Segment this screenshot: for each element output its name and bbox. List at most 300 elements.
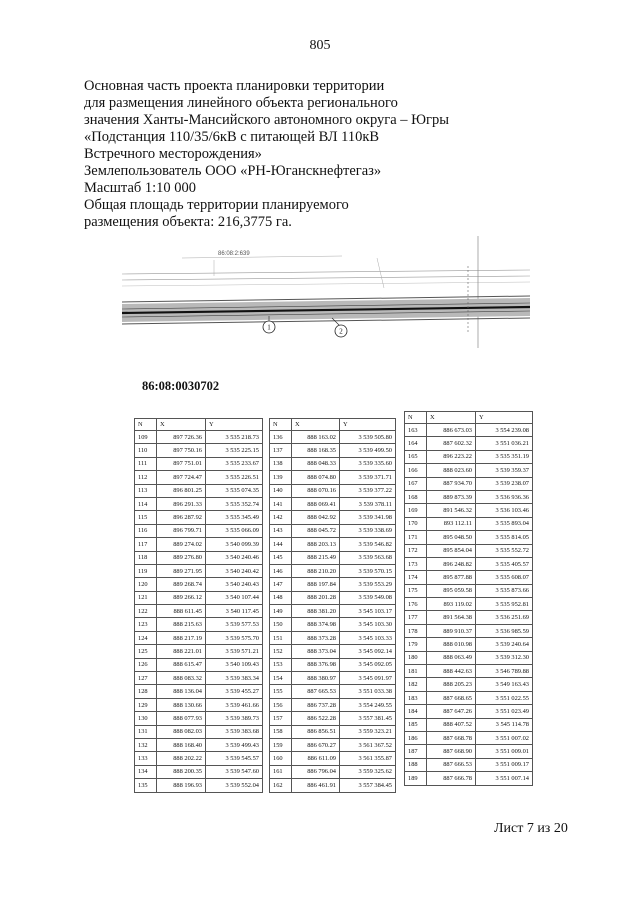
cell-n: 119 [135,564,157,577]
table-row [405,571,533,584]
cell-n: 115 [135,511,157,524]
table-row [135,578,263,591]
site-plan-map [122,236,530,348]
table-row [270,725,396,738]
cell-x: 888 373.28 [292,631,340,644]
cell-n: 159 [270,738,292,751]
table-row [405,557,533,570]
cell-n: 132 [135,738,157,751]
cell-n: 140 [270,484,292,497]
cell-x: 888 380.97 [292,672,340,685]
cell-n: 112 [135,471,157,484]
header-line: «Подстанция 110/35/6кВ с питающей ВЛ 110кВ [84,129,380,145]
table-row [405,772,533,785]
table-row [135,618,263,631]
header-line: Землепользователь ООО «РН-Юганскнефтегаз» [84,163,382,179]
table-row [270,457,396,470]
table-row [405,718,533,731]
cell-n: 173 [405,557,427,570]
cell-n: 168 [405,490,427,503]
header-x: X [157,419,206,431]
table-row [270,779,396,792]
cell-x: 888 215.63 [157,618,206,631]
cell-n: 143 [270,524,292,537]
table-row [405,638,533,651]
table-row [405,490,533,503]
cell-n: 157 [270,712,292,725]
cell-y: 3 539 570.15 [340,564,396,577]
table-row [270,484,396,497]
cell-y: 3 539 563.68 [340,551,396,564]
cell-n: 149 [270,605,292,618]
table-row [135,471,263,484]
cell-n: 178 [405,624,427,637]
cell-y: 3 539 341.98 [340,511,396,524]
boundary-line [122,270,530,274]
cell-x: 888 374.98 [292,618,340,631]
cell-n: 124 [135,631,157,644]
cell-y: 3 539 461.66 [206,698,263,711]
cell-y: 3 557 381.45 [340,712,396,725]
cell-x: 887 668.90 [427,745,476,758]
cell-n: 146 [270,564,292,577]
table-row [135,631,263,644]
cell-y: 3 551 007.14 [476,772,533,785]
cell-n: 141 [270,497,292,510]
cell-y: 3 535 345.49 [206,511,263,524]
header-line: Масштаб 1:10 000 [84,180,197,196]
table-row [405,611,533,624]
cell-y: 3 539 383.34 [206,672,263,685]
cell-x: 886 673.03 [427,424,476,437]
table-row [405,544,533,557]
table-row [135,605,263,618]
cell-x: 888 217.19 [157,631,206,644]
cell-n: 167 [405,477,427,490]
document-header [84,78,504,231]
cell-n: 126 [135,658,157,671]
table-row [270,564,396,577]
table-row [135,738,263,751]
cell-n: 117 [135,538,157,551]
cell-y: 3 546 789.88 [476,665,533,678]
cell-x: 889 266.12 [157,591,206,604]
cell-n: 179 [405,638,427,651]
table-row [405,477,533,490]
header-line: Основная часть проекта планировки территории [84,78,385,94]
cell-x: 888 210.20 [292,564,340,577]
cell-n: 184 [405,705,427,718]
cell-n: 128 [135,685,157,698]
cell-y: 3 536 103.46 [476,504,533,517]
cell-n: 144 [270,538,292,551]
cell-x: 897 724.47 [157,471,206,484]
table-row [405,705,533,718]
marker-1-label: 1 [267,323,271,332]
cell-n: 113 [135,484,157,497]
cell-y: 3 539 371.71 [340,471,396,484]
cell-x: 888 205.23 [427,678,476,691]
cell-x: 891 546.32 [427,504,476,517]
cell-x: 895 877.88 [427,571,476,584]
table-row [405,665,533,678]
cell-y: 3 539 312.30 [476,651,533,664]
cell-x: 888 083.32 [157,672,206,685]
cell-x: 889 276.80 [157,551,206,564]
coordinates-table-2 [269,418,396,793]
table-row [270,712,396,725]
header-line: Общая площадь территории планируемого [84,197,349,213]
cell-x: 886 522.28 [292,712,340,725]
table-row [135,672,263,685]
cell-x: 893 119.02 [427,598,476,611]
cell-y: 3 545 103.33 [340,631,396,644]
header-line: значения Ханты-Мансийского автономного округа – Югры [84,112,449,128]
cell-n: 131 [135,725,157,738]
header-line: размещения объекта: 216,3775 га. [84,214,292,230]
cell-y: 3 535 226.51 [206,471,263,484]
cell-y: 3 551 009.01 [476,745,533,758]
table-row [270,658,396,671]
cell-y: 3 539 577.53 [206,618,263,631]
table-row [405,450,533,463]
cell-n: 177 [405,611,427,624]
cell-y: 3 535 074.35 [206,484,263,497]
parcel-label: 86:08:2:639 [218,251,250,257]
coordinates-table-1 [134,418,263,793]
cell-n: 153 [270,658,292,671]
cell-x: 888 442.63 [427,665,476,678]
cell-y: 3 535 066.09 [206,524,263,537]
cell-x: 895 854.04 [427,544,476,557]
table-row [270,685,396,698]
cell-x: 888 376.98 [292,658,340,671]
cell-x: 888 168.40 [157,738,206,751]
cell-n: 114 [135,497,157,510]
boundary-line [122,282,530,286]
table-row [405,464,533,477]
table-row [405,504,533,517]
cell-x: 888 615.47 [157,658,206,671]
cell-x: 896 287.92 [157,511,206,524]
table-row [405,651,533,664]
cell-y: 3 557 384.45 [340,779,396,792]
table-row [135,725,263,738]
header-line: для размещения линейного объекта регионального [84,95,398,111]
cell-y: 3 539 335.60 [340,457,396,470]
cell-x: 888 070.16 [292,484,340,497]
cell-x: 897 726.36 [157,431,206,444]
cell-y: 3 539 553.29 [340,578,396,591]
table-row [405,731,533,744]
cell-y: 3 535 552.72 [476,544,533,557]
cell-y: 3 539 377.22 [340,484,396,497]
cell-n: 169 [405,504,427,517]
cell-y: 3 540 107.44 [206,591,263,604]
cell-y: 3 535 405.57 [476,557,533,570]
cell-y: 3 535 351.19 [476,450,533,463]
cell-x: 897 750.16 [157,444,206,457]
table-row [270,672,396,685]
cell-n: 116 [135,524,157,537]
cell-n: 130 [135,712,157,725]
table-row [135,645,263,658]
cell-x: 888 077.93 [157,712,206,725]
table-row [270,578,396,591]
cell-y: 3 539 383.68 [206,725,263,738]
cell-y: 3 540 240.43 [206,578,263,591]
cell-x: 888 163.02 [292,431,340,444]
cell-x: 887 666.53 [427,758,476,771]
cell-x: 888 202.22 [157,752,206,765]
cell-n: 120 [135,578,157,591]
cell-n: 187 [405,745,427,758]
cell-y: 3 539 552.04 [206,779,263,792]
cell-y: 3 539 505.80 [340,431,396,444]
cell-y: 3 545 103.30 [340,618,396,631]
cell-x: 886 796.04 [292,765,340,778]
marker-2-label: 2 [339,327,343,336]
cell-y: 3 551 009.17 [476,758,533,771]
cell-x: 888 063.49 [427,651,476,664]
cell-n: 172 [405,544,427,557]
table-row [270,538,396,551]
table-row [135,712,263,725]
cell-n: 189 [405,772,427,785]
cell-n: 171 [405,531,427,544]
cell-y: 3 539 499.50 [340,444,396,457]
cell-x: 886 856.51 [292,725,340,738]
cell-n: 150 [270,618,292,631]
cell-x: 888 201.28 [292,591,340,604]
table-row [135,538,263,551]
cell-n: 186 [405,731,427,744]
cell-n: 118 [135,551,157,564]
cell-y: 3 536 985.59 [476,624,533,637]
table-row [135,779,263,792]
cell-y: 3 535 233.67 [206,457,263,470]
table-row [270,431,396,444]
cell-n: 142 [270,511,292,524]
cell-x: 888 196.93 [157,779,206,792]
cell-x: 891 564.38 [427,611,476,624]
header-y: Y [340,419,396,431]
boundary-line [182,256,342,258]
table-row [270,765,396,778]
cell-y: 3 539 547.60 [206,765,263,778]
table-row [135,698,263,711]
table-row [135,431,263,444]
cell-n: 122 [135,605,157,618]
table-row [270,444,396,457]
cell-x: 886 737.28 [292,698,340,711]
table-row [135,564,263,577]
cell-x: 889 274.02 [157,538,206,551]
cell-y: 3 540 117.45 [206,605,263,618]
cell-n: 161 [270,765,292,778]
cell-y: 3 539 240.64 [476,638,533,651]
cell-y: 3 535 873.66 [476,584,533,597]
cell-y: 3 545 103.17 [340,605,396,618]
cell-y: 3 535 225.15 [206,444,263,457]
table-row [405,424,533,437]
table-row [405,517,533,530]
cell-n: 133 [135,752,157,765]
cell-n: 154 [270,672,292,685]
table-row [135,484,263,497]
cell-n: 121 [135,591,157,604]
table-row [135,497,263,510]
cell-n: 170 [405,517,427,530]
cell-x: 895 059.58 [427,584,476,597]
boundary-line [122,276,530,280]
header-y: Y [476,412,533,424]
cell-x: 887 665.53 [292,685,340,698]
cell-y: 3 561 367.52 [340,738,396,751]
cell-y: 3 539 455.27 [206,685,263,698]
cell-x: 888 221.01 [157,645,206,658]
cell-n: 158 [270,725,292,738]
header-n: N [405,412,427,424]
cell-y: 3 539 338.69 [340,524,396,537]
cell-x: 893 112.11 [427,517,476,530]
cell-x: 889 271.95 [157,564,206,577]
cell-n: 176 [405,598,427,611]
cell-x: 889 873.39 [427,490,476,503]
table-row [135,524,263,537]
cell-x: 887 934.70 [427,477,476,490]
cell-y: 3 539 378.11 [340,497,396,510]
cell-x: 895 048.50 [427,531,476,544]
cell-n: 136 [270,431,292,444]
cell-x: 886 611.09 [292,752,340,765]
table-row [135,685,263,698]
cell-y: 3 539 549.08 [340,591,396,604]
cell-n: 185 [405,718,427,731]
table-row [135,551,263,564]
cell-y: 3 535 893.04 [476,517,533,530]
header-x: X [292,419,340,431]
cell-x: 886 670.27 [292,738,340,751]
cell-n: 160 [270,752,292,765]
header-n: N [270,419,292,431]
table-row [270,738,396,751]
cell-y: 3 539 499.43 [206,738,263,751]
table-row [135,511,263,524]
table-row [270,551,396,564]
table-row [405,598,533,611]
cell-n: 137 [270,444,292,457]
table-row [405,624,533,637]
header-line: Встречного месторождения» [84,146,262,162]
cell-x: 887 647.26 [427,705,476,718]
table-row [270,752,396,765]
table-row [135,457,263,470]
cell-y: 3 545 091.97 [340,672,396,685]
cell-x: 888 074.80 [292,471,340,484]
table-row [135,658,263,671]
cell-y: 3 559 325.62 [340,765,396,778]
table-row [405,678,533,691]
cell-y: 3 535 218.73 [206,431,263,444]
table-row [270,511,396,524]
cell-y: 3 535 352.74 [206,497,263,510]
cell-n: 135 [135,779,157,792]
cell-y: 3 535 814.05 [476,531,533,544]
cell-y: 3 540 240.46 [206,551,263,564]
header-y: Y [206,419,263,431]
cell-y: 3 535 952.81 [476,598,533,611]
cell-x: 888 082.03 [157,725,206,738]
cell-x: 889 910.37 [427,624,476,637]
cell-n: 125 [135,645,157,658]
cell-x: 886 461.91 [292,779,340,792]
cell-y: 3 551 023.49 [476,705,533,718]
cell-x: 888 042.92 [292,511,340,524]
cell-n: 155 [270,685,292,698]
cell-x: 896 291.33 [157,497,206,510]
cell-n: 145 [270,551,292,564]
cell-x: 888 069.41 [292,497,340,510]
cell-x: 888 203.13 [292,538,340,551]
cell-n: 165 [405,450,427,463]
cell-x: 888 045.72 [292,524,340,537]
table-row [405,584,533,597]
cell-y: 3 551 022.55 [476,691,533,704]
cell-x: 887 668.65 [427,691,476,704]
cell-y: 3 539 571.21 [206,645,263,658]
cell-n: 163 [405,424,427,437]
cell-y: 3 545 092.05 [340,658,396,671]
cell-n: 110 [135,444,157,457]
cell-n: 162 [270,779,292,792]
cell-x: 888 023.60 [427,464,476,477]
table-row [270,524,396,537]
cell-y: 3 561 355.87 [340,752,396,765]
coordinates-table-3 [404,411,533,786]
cell-y: 3 554 239.08 [476,424,533,437]
cell-y: 3 554 249.55 [340,698,396,711]
cell-n: 151 [270,631,292,644]
cell-n: 175 [405,584,427,597]
parcel-id: 86:08:0030702 [142,379,220,393]
cell-x: 897 751.01 [157,457,206,470]
cell-x: 887 668.78 [427,731,476,744]
cell-x: 888 197.84 [292,578,340,591]
cell-x: 887 602.32 [427,437,476,450]
table-row [405,437,533,450]
cell-n: 164 [405,437,427,450]
header-n: N [135,419,157,431]
cell-n: 134 [135,765,157,778]
table-row [405,691,533,704]
table-row [135,591,263,604]
cell-y: 3 539 238.07 [476,477,533,490]
cell-x: 888 407.52 [427,718,476,731]
cell-n: 139 [270,471,292,484]
cell-n: 166 [405,464,427,477]
cell-y: 3 539 389.73 [206,712,263,725]
cell-n: 147 [270,578,292,591]
cell-n: 156 [270,698,292,711]
cell-x: 888 048.33 [292,457,340,470]
cell-x: 888 136.04 [157,685,206,698]
cell-x: 888 130.66 [157,698,206,711]
cell-x: 888 010.98 [427,638,476,651]
cell-y: 3 539 575.70 [206,631,263,644]
cell-x: 896 223.22 [427,450,476,463]
cell-y: 3 549 163.43 [476,678,533,691]
